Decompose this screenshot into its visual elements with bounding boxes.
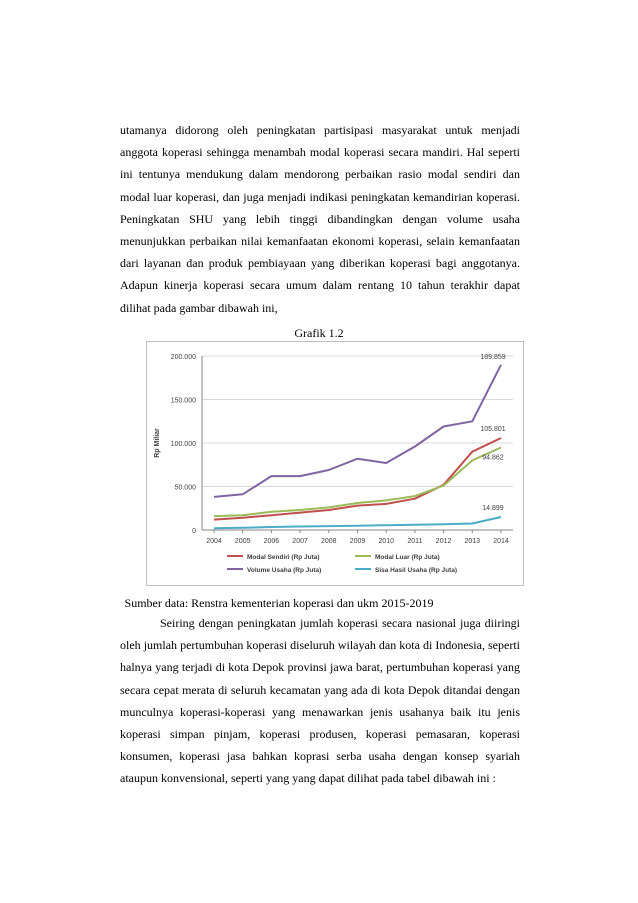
line-chart [147, 342, 523, 585]
y-tick-label: 100.000 [170, 441, 196, 448]
x-tick-label: 2012 [435, 538, 452, 545]
x-tick-label: 2014 [493, 538, 509, 545]
y-tick-label: 50.000 [174, 484, 196, 492]
data-label: 189.859 [480, 353, 506, 361]
x-tick-label: 2005 [234, 538, 251, 545]
data-label: 94.862 [482, 454, 504, 462]
paragraph-intro: utamanya didorong oleh peningkatan partisipasi masyarakat untuk menjadi anggota koperasi sehingga menambah modal koperasi secara mandiri. Hal seperti ini tentunya mendukung dalam mendorong perbaikan rasio modal sendiri dan modal luar koperasi, dan juga menjadi indikasi peningkatan kemandirian koperasi. Peningkatan SHU yang lebih tinggi dibandingkan dengan volume usaha menunjukkan perbaikan nilai kemanfaatan ekonomi koperasi, selain kemanfaatan dari layanan dan produk pembiayaan yang diberikan koperasi bagi anggotanya. Adapun kinerja koperasi secara umum dalam rentang 10 tahun terakhir dapat dilihat pada gambar dibawah ini, [120, 123, 520, 315]
x-tick-label: 2008 [321, 538, 337, 545]
data-label: 14.899 [482, 505, 504, 513]
legend-label: Volume Usaha (Rp Juta) [247, 567, 322, 574]
chart-frame [146, 341, 524, 586]
x-tick-label: 2011 [407, 538, 423, 545]
y-tick-label: 0 [192, 528, 196, 535]
legend-label: Modal Luar (Rp Juta) [375, 554, 440, 561]
series-line-0 [214, 438, 501, 520]
x-tick-label: 2006 [263, 538, 280, 545]
figure-number: Grafik 1.2 [294, 326, 344, 340]
y-tick-label: 200.000 [170, 354, 196, 361]
series-line-2 [214, 365, 501, 497]
y-axis-label: Rp Miliar [154, 428, 161, 458]
source-caption: Sumber data: Renstra kementerian koperasi dan ukm 2015-2019 [124, 596, 434, 610]
legend-label: Sisa Hasil Usaha (Rp Juta) [375, 567, 457, 574]
x-tick-label: 2009 [349, 538, 366, 545]
paragraph-body: Seiring dengan peningkatan jumlah koperasi secara nasional juga diiringi oleh jumlah pertumbuhan koperasi diseluruh wilayah dan kota di Indonesia, seperti halnya yang terjadi di kota Depok provinsi jawa barat, pertumbuhan koperasi yang secara cepat merata di seluruh kecamatan yang ada di kota Depok ditandai dengan munculnya koperasi-koperasi yang menawarkan jenis usahanya baik itu jenis koperasi simpan pinjam, koperasi produsen, koperasi pemasaran, koperasi konsumen, koperasi jasa bahkan koprasi serba usaha dengan konsep syariah ataupun konvensional, seperti yang yang dapat dilihat pada tabel dibawah ini : [120, 616, 520, 786]
x-tick-label: 2010 [378, 538, 394, 545]
x-tick-label: 2013 [464, 538, 481, 545]
legend-label: Modal Sendiri (Rp Juta) [247, 554, 320, 561]
y-tick-label: 150.000 [170, 397, 196, 405]
series-line-3 [214, 517, 501, 528]
x-tick-label: 2007 [292, 538, 308, 545]
x-tick-label: 2004 [206, 538, 222, 545]
data-label: 105.801 [480, 425, 506, 433]
